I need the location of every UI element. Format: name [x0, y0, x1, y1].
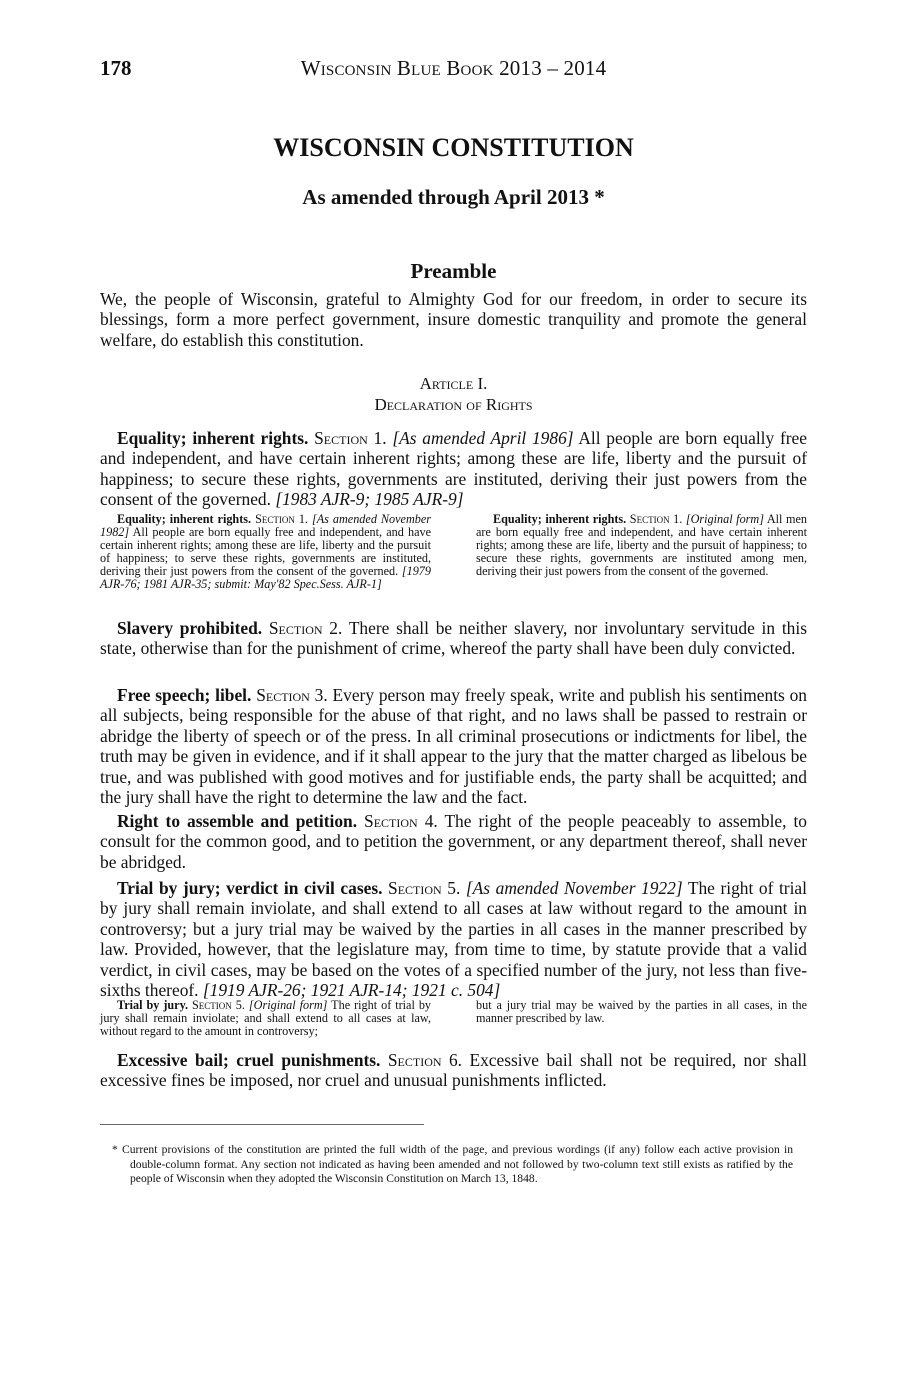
section-4-heading: Right to assemble and petition.: [117, 811, 358, 831]
section-5-citation: [1919 AJR-26; 1921 AJR-14; 1921 c. 504]: [202, 980, 501, 1001]
section-1-heading: Equality; inherent rights.: [117, 428, 309, 448]
section-6-label: Section 6.: [387, 1050, 463, 1070]
section-5-amend-note: [As amended November 1922]: [465, 878, 683, 898]
section-4: [100, 811, 807, 872]
section-5-heading: Trial by jury; verdict in civil cases.: [117, 878, 383, 898]
section-2: [100, 618, 807, 659]
section-2-label: Section 2.: [268, 618, 343, 638]
page-number: 178: [100, 56, 132, 80]
section-1-text: All people are born equally free and independent, and have certain inherent rights; among these are life, liberty and the pursuit of happiness; to secure these rights, governments are instituted, deriving their just powers from the consent of the governed.: [100, 428, 807, 510]
section-6-heading: Excessive bail; cruel punishments.: [117, 1050, 381, 1070]
section-1-label: Section 1.: [314, 428, 387, 448]
section-5-text: The right of trial by jury shall remain inviolate, and shall extend to all cases at law without regard to the amount in controversy; but a jury trial may be waived by the parties in all cases in the manner prescribed by law. Provided, however, that the legislature may, from time to time, by statute provide that a valid verdict, in civil cases, may be based on the votes of a specified number of the jury, not less than five-sixths thereof.: [100, 878, 807, 1001]
article-number: Article I.: [419, 374, 488, 393]
section-5-prior-left: Trial by jury. Section 5. [Original form] The right of trial by jury shall remain inviolate; and shall extend to all cases at law, without regard to the amount in controversy;: [100, 998, 432, 1039]
section-3-heading: Free speech; libel.: [117, 685, 252, 705]
section-3: [100, 685, 807, 807]
section-3-label: Section 3.: [256, 685, 328, 705]
section-6: [100, 1050, 807, 1091]
footnote-rule: [100, 1124, 424, 1125]
section-1: [100, 428, 807, 510]
section-1-prior-right: Equality; inherent rights. Section 1. [Original form] All men are born equally free and independent, and have certain inherent rights; among these are life, liberty and the pursuit of happiness; to secure these rights, governments are instituted among men, deriving their just powers from the consent of the governed.: [476, 512, 807, 579]
running-head: [100, 56, 807, 82]
section-6-text: Excessive bail shall not be required, nor shall excessive fines be imposed, nor cruel and unusual punishments inflicted.: [100, 1050, 807, 1091]
preamble-text: We, the people of Wisconsin, grateful to Almighty God for our freedom, in order to secure its blessings, form a more perfect government, insure domestic tranquility and promote the general welfare, do establish this constitution.: [100, 289, 807, 350]
article-heading: [0, 373, 907, 415]
running-title: Wisconsin Blue Book 2013 – 2014: [300, 56, 607, 80]
section-1-prior-versions: [100, 513, 807, 592]
document-subtitle: As amended through April 2013 *: [302, 185, 605, 209]
section-1-prior-left: Equality; inherent rights. Section 1. [As amended November 1982] All people are born equally free and independent, and have certain inherent rights; among these are life, liberty and the pursuit of happiness; to serve these rights, governments are instituted, deriving their just powers from the consent of the governed. [1979 AJR-76; 1981 AJR-35; submit: May'82 Spec.Sess. AJR-1]: [100, 512, 431, 592]
section-5-prior-versions: [100, 999, 807, 1038]
section-3-text: Every person may freely speak, write and publish his sentiments on all subjects, being responsible for the abuse of that right, and no laws shall be passed to restrain or abridge the liberty of speech or of the press. In all criminal prosecutions or indictments for libel, the truth may be given in evidence, and if it shall appear to the jury that the matter charged as libelous be true, and was published with good motives and for justifiable ends, the party shall be acquitted; and the jury shall have the right to determine the law and the fact.: [100, 685, 807, 808]
section-4-text: The right of the people peaceably to assemble, to consult for the common good, and to petition the government, or any department thereof, shall never be abridged.: [100, 811, 807, 872]
footnote-text: * Current provisions of the constitution are printed the full width of the page, and previous wordings (if any) follow each active provision in double-column format. Any section not indicated as having been amended and not followed by two-column text still exists as ratified by the people of Wisconsin when they adopted the Wisconsin Constitution on March 13, 1848.: [112, 1143, 793, 1186]
article-title: Declaration of Rights: [374, 395, 533, 414]
section-4-label: Section 4.: [364, 811, 438, 831]
section-2-heading: Slavery prohibited.: [117, 618, 263, 638]
section-5-prior-right: but a jury trial may be waived by the parties in all cases, in the manner prescribed by law.: [476, 998, 807, 1026]
section-1-amend-note: [As amended April 1986]: [392, 428, 574, 448]
section-5-label: Section 5.: [388, 878, 461, 898]
footnote: [100, 1143, 793, 1187]
preamble-heading: Preamble: [410, 259, 497, 283]
section-1-citation: [1983 AJR-9; 1985 AJR-9]: [275, 489, 464, 510]
section-5: [100, 878, 807, 1000]
section-2-text: There shall be neither slavery, nor involuntary servitude in this state, otherwise than for the punishment of crime, whereof the party shall have been duly convicted.: [100, 618, 807, 659]
document-title: WISCONSIN CONSTITUTION: [273, 133, 634, 162]
